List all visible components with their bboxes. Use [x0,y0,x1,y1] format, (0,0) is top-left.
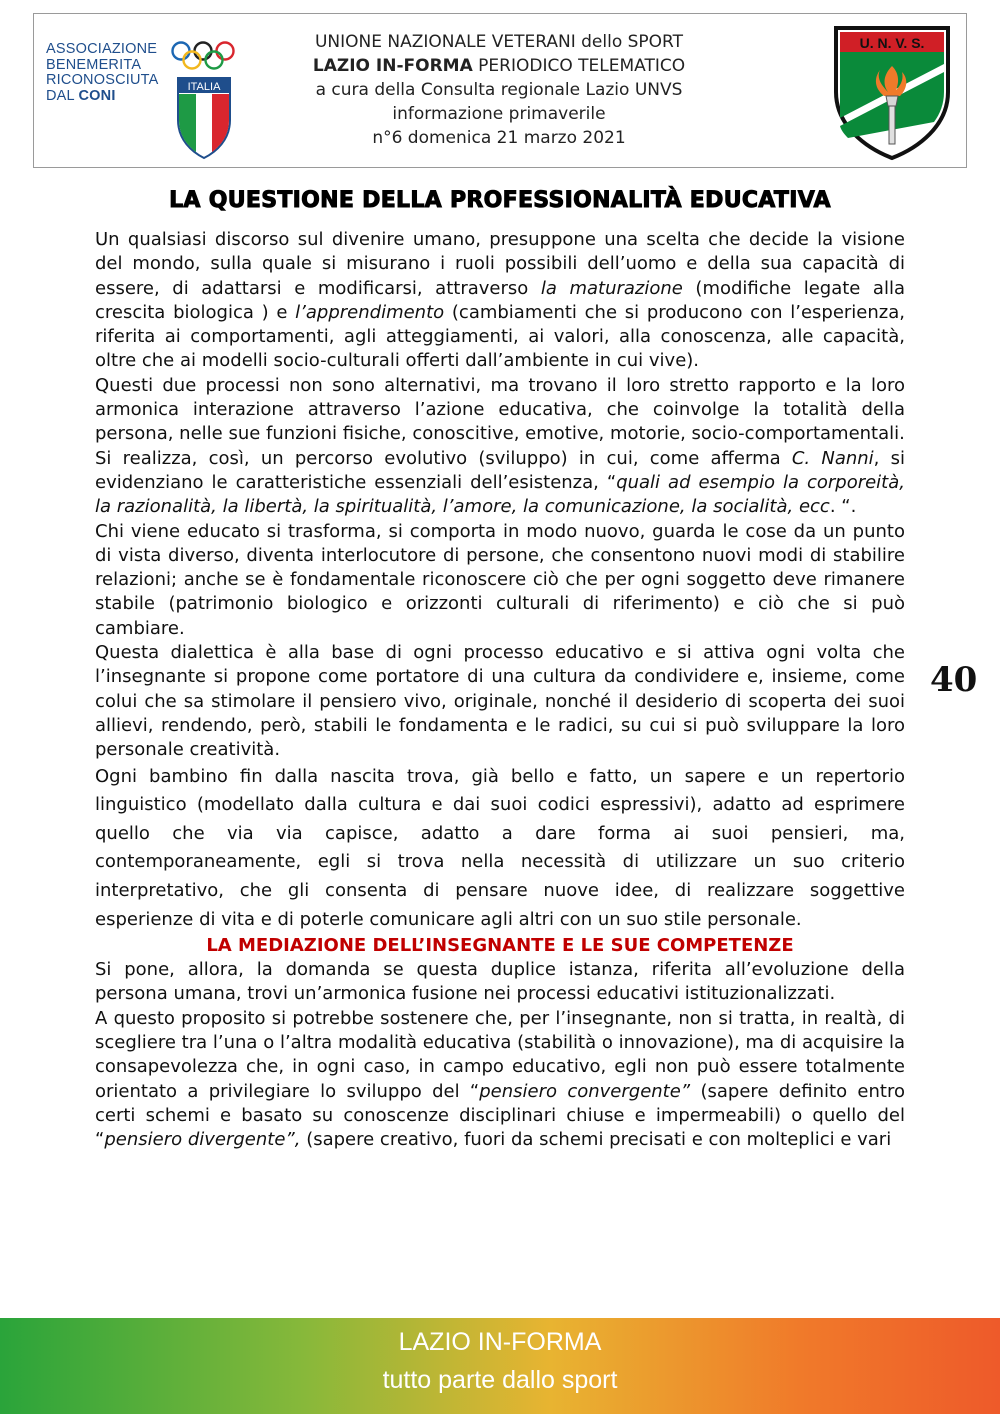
italia-shield-icon [174,64,234,160]
assoc-line [46,89,159,105]
italia-label: ITALIA [187,81,221,93]
text-run: (sapere creativo, fuori da schemi precisati e con molteplici e vari [300,1129,892,1151]
paragraph: Si pone, allora, la domanda se questa duplice istanza, riferita all’evoluzione della persona umana, trovi un’armonica fusione nei processi educativi istituzionalizzati. [95,959,905,1005]
text-run: , si evidenziano le caratteristiche essenziali dell’esistenza, “ [95,447,905,493]
footer-title: LAZIO IN-FORMA [398,1328,602,1356]
text-run: . “. [829,496,857,518]
paragraph: Questa dialettica è alla base di ogni processo educativo e si attiva ogni volta che l’insegnante si propone come portatore di una cultura da condividere e, insieme, come colui che sa stimolare il pensiero vivo, originale, nonché il desiderio di scoperta dei suoi allievi, rendendo, però, stabili le fondamenta e le radici, su cui si può sviluppare la loro personale creatività. [95,642,905,761]
header-line-union: UNIONE NAZIONALE VETERANI dello SPORT [314,32,684,52]
paragraph [95,1007,905,1153]
unvs-label: U. N. V. S. [859,35,925,51]
text-run-italic: la maturazione [540,277,683,299]
header-line-issue: n°6 domenica 21 marzo 2021 [372,128,626,148]
coni-association-text [46,42,159,104]
header-line-curated: a cura della Consulta regionale Lazio UNVS [315,80,683,100]
text-run-italic: C. Nanni [791,447,874,469]
header-line-info: informazione primaverile [392,104,606,124]
periodical-name: LAZIO IN-FORMA [312,56,473,76]
periodical-type: PERIODICO TELEMATICO [472,56,686,76]
footer-banner [0,1318,1000,1414]
footer-tagline: tutto parte dallo sport [382,1366,618,1394]
header-text [264,30,734,150]
text-run: Si realizza, così, un percorso evolutivo (sviluppo) in cui, come afferma [95,447,792,469]
text-run: (cambiamenti che si producono con l’esperienza, riferita ai comportamenti, agli atteggiamenti, ai valori, alla conoscenza, alle capacità, oltre che ai modelli socio-culturali offerti dall’ambiente in cui vive). [95,301,905,372]
assoc-line: RICONOSCIUTA [46,72,159,88]
assoc-line: ASSOCIAZIONE [46,41,158,57]
header-box [33,13,967,168]
assoc-dal: DAL [46,87,79,104]
page-number: 40 [930,660,978,700]
section-subheading: LA MEDIAZIONE DELL’INSEGNANTE E LE SUE COMPETENZE [206,935,794,957]
text-run: (sapere definito entro certi schemi e basato su conoscenze disciplinari chiuse e impermeabili) o quello del “ [95,1080,905,1151]
text-run: A questo proposito si potrebbe sostenere che, per l’insegnante, non si tratta, in realtà, di scegliere tra l’una o l’altra modalità educativa (stabilità o innovazione), ma di acquisire la consapevolezza che, in ogni caso, in campo educativo, egli non può essere totalmente orientato a privilegiare lo sviluppo del “ [95,1007,905,1102]
text-run: Un qualsiasi discorso sul divenire umano, presuppone una scelta che decide la visione del mondo, sulla quale si misurano i ruoli possibili dell’uomo e della sua capacità di essere, di adattarsi e modificarsi, attraverso [95,229,905,299]
header-line-periodical [264,54,734,78]
text-run-italic: pensiero convergente” [479,1080,691,1102]
text-run: (modifiche legate alla crescita biologica ) e [95,277,905,323]
assoc-line: BENEMERITA [46,56,142,73]
paragraph [95,228,905,374]
text-run-italic: quali ad esempio la corporeità, la razionalità, la libertà, la spiritualità, l’amore, la comunicazione, la socialità, ecc [95,471,905,518]
assoc-coni: CONI [78,87,116,104]
coni-logo [46,34,246,154]
text-run-italic: pensiero divergente”, [104,1129,301,1151]
paragraph: Questi due processi non sono alternativi, ma trovano il loro stretto rapporto e la loro armonica interazione attraverso l’azione educativa, che coinvolge la totalità della persona, nelle sue funzioni fisiche, conoscitive, emotive, motorie, socio-comportamentali. [95,374,905,445]
article-title: LA QUESTIONE DELLA PROFESSIONALITÀ EDUCATIVA [169,188,831,213]
paragraph: Ogni bambino fin dalla nascita trova, già bello e fatto, un sapere e un repertorio linguistico (modellato dalla cultura e dai suoi codici espressivi), adatto ad esprimere quello che via via capisce, adatto a dare forma ai suoi pensieri, ma, contemporaneamente, egli si trova nella necessità di utilizzare un suo criterio interpretativo, che gli consenta di pensare nuove idee, di realizzare soggettive esperienze di vita e di poterle comunicare agli altri con un suo stile personale. [95,765,905,930]
paragraph: Chi viene educato si trasforma, si comporta in modo nuovo, guarda le cose da un punto di vista diverso, diventa interlocutore di persone, che consentono nuovi modi di stabilire relazioni; anche se è fondamentale riconoscere ciò che per ogni soggetto deve rimanere stabile (patrimonio biologico e orizzonti culturali di riferimento) e ciò che si può cambiare. [95,520,905,639]
unvs-shield-icon [830,22,954,162]
paragraph [95,447,905,520]
article-body [95,228,905,1152]
text-run-italic: l’apprendimento [295,301,445,323]
